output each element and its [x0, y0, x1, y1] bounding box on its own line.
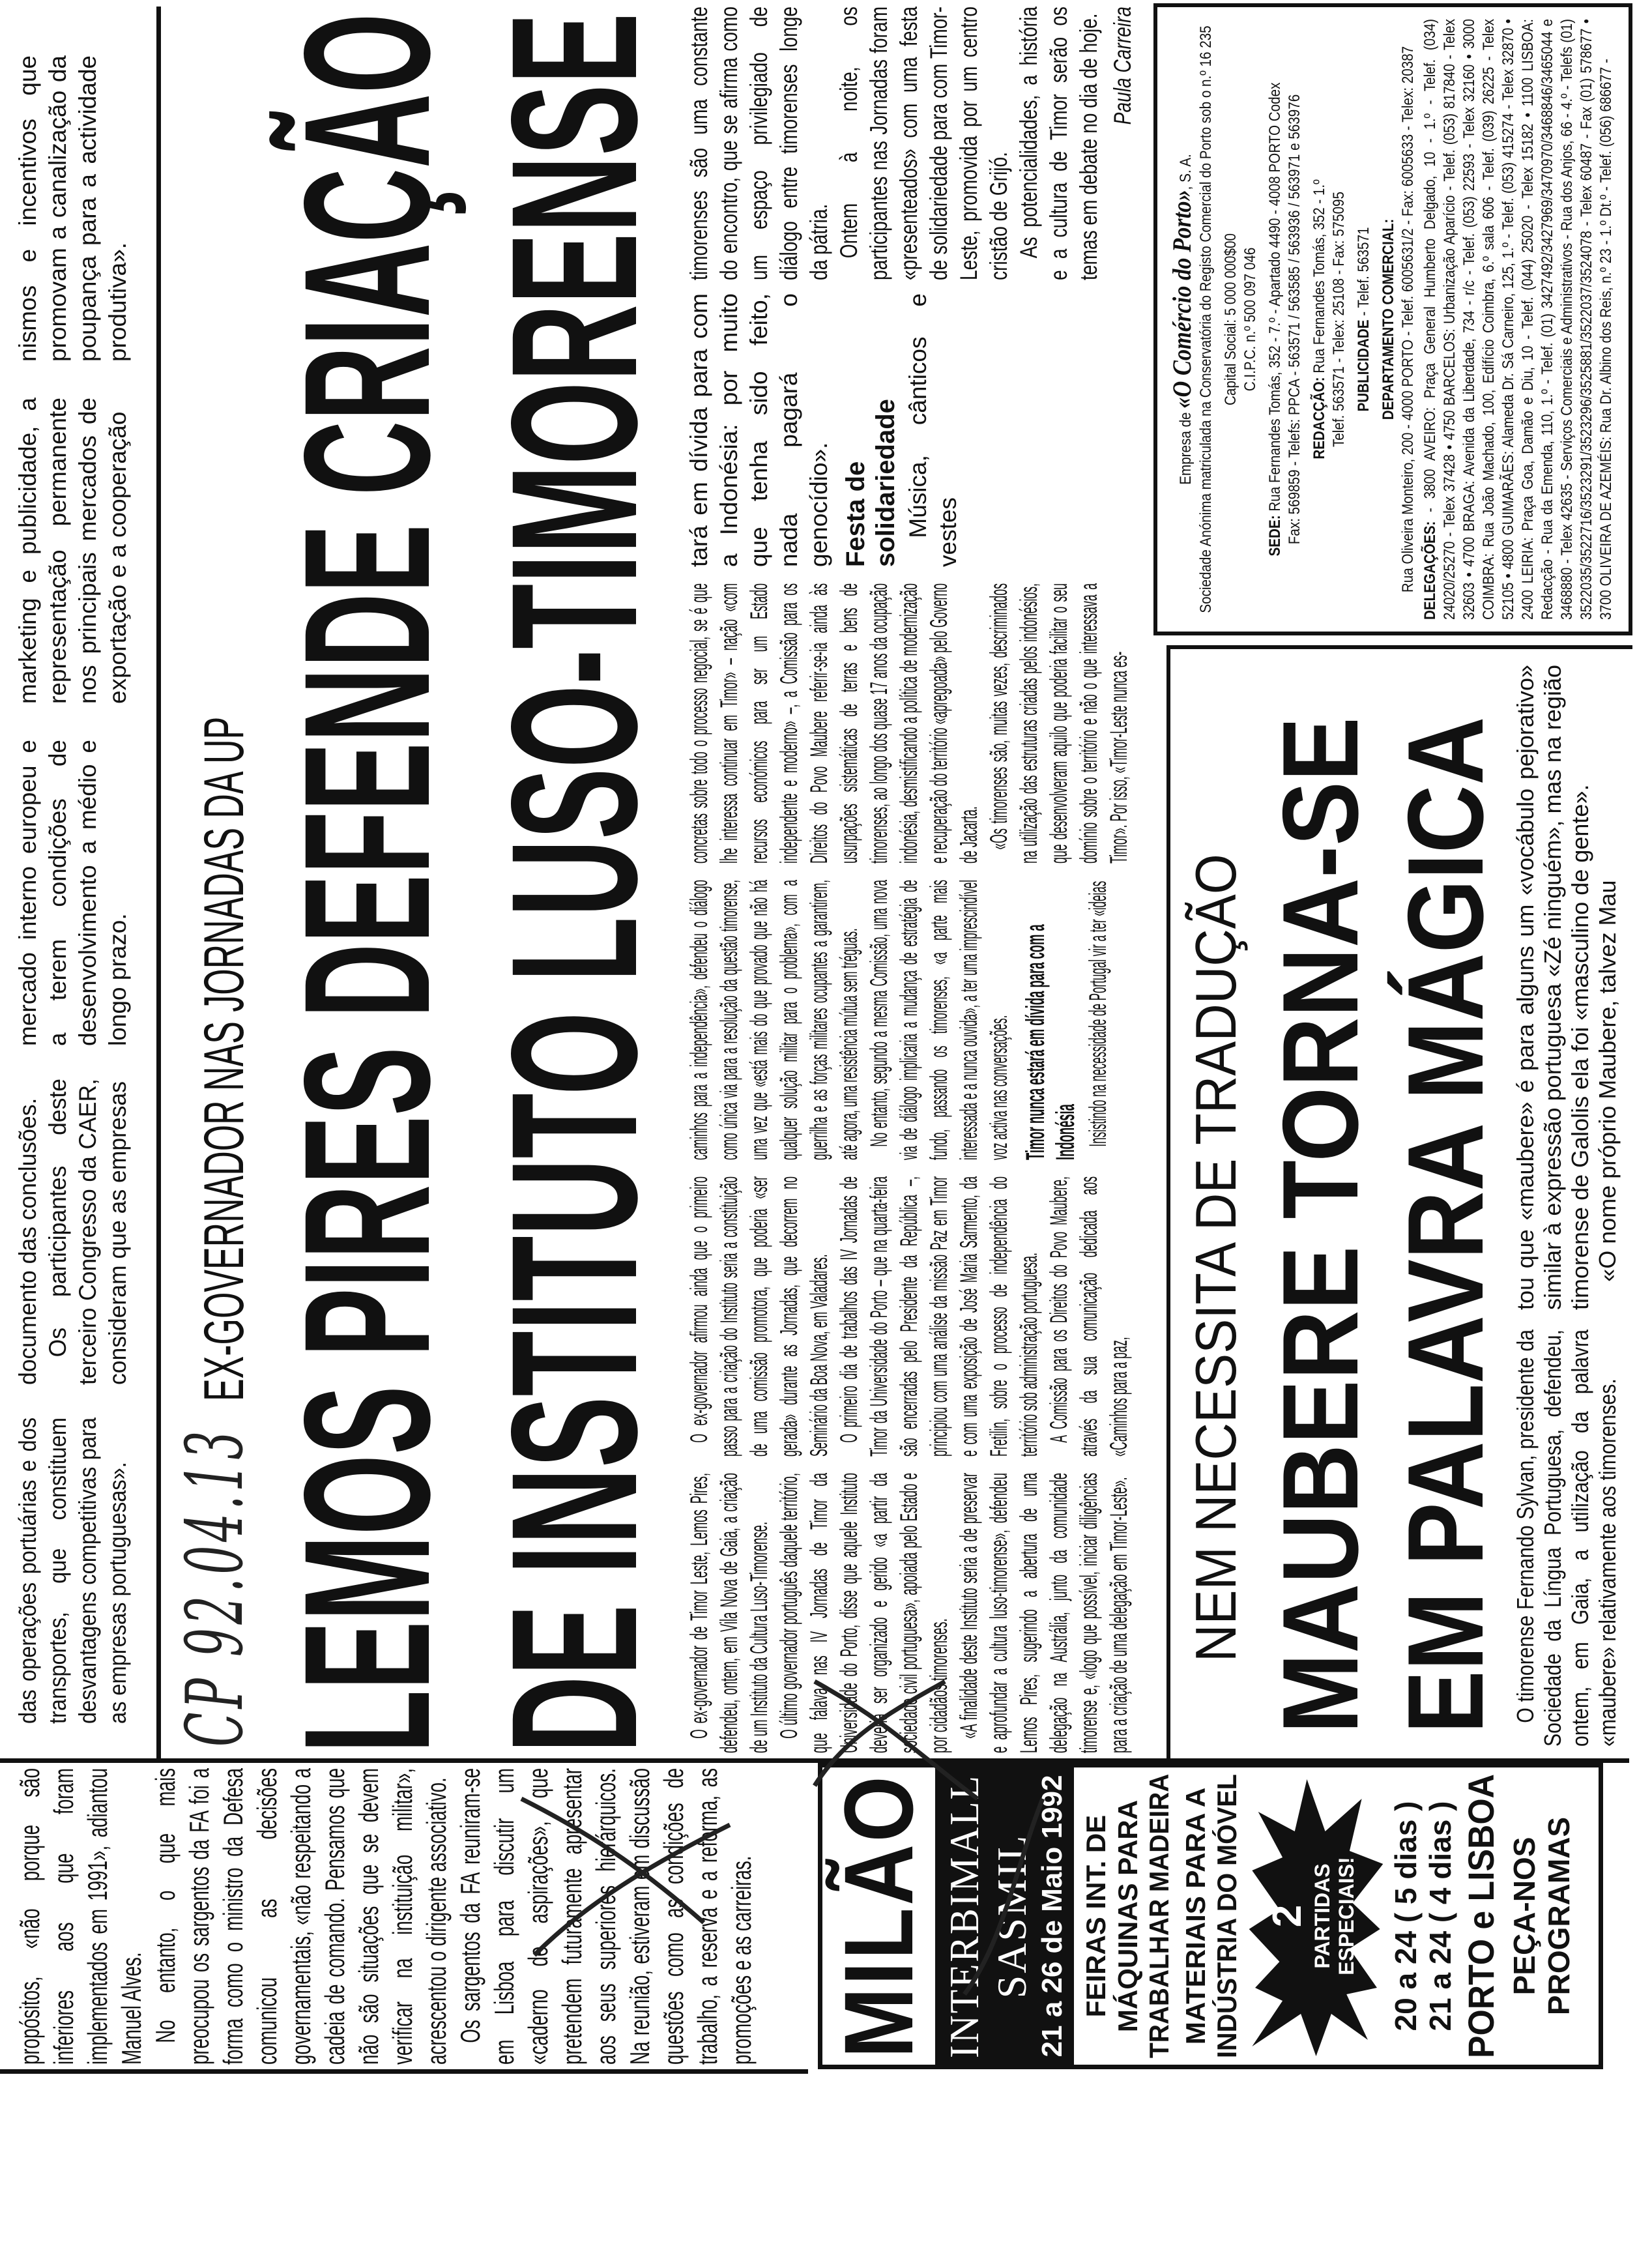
paragraph: documento das conclusões. [14, 1098, 41, 1385]
maubere-article-column [1512, 1330, 1621, 1747]
top-strip-column [13, 1079, 133, 1385]
cipc-line: C.I.P.C. n.º 500 097 046 [1241, 247, 1259, 392]
paragraph: O ex-governador afirmou ainda que o primeiro passo para a criação do Instituto seria a constituição de uma comissão promotora, que poderia «ser gerada» durante as Jornadas, que decorrem no Seminário da Boa Nova, em Valadares. [686, 1176, 832, 1457]
main-article-kicker [192, 717, 257, 1401]
redaccao-line [1310, 19, 1329, 620]
maubere-headline [1258, 717, 1508, 1734]
headline-line-1: LEMOS PIRES DEFENDE CRIAÇÃO [267, 13, 467, 1753]
paragraph: O primeiro dia de trabalhos das IV Jornadas de Timor da Universidade do Porto – que na quarta-feira são encerradas pelo Presidente da República –, principiou com uma análise da missão Paz em Timor e com uma exposição de José Maria Sarmento, da Fretilin, sobre o processo de independência do território sob administração portuguesa. [835, 1176, 1042, 1457]
comercial-label [1379, 19, 1398, 620]
company-name-logo: «O Comércio do Porto» [1167, 190, 1196, 409]
advert-city: MILÃO [824, 1773, 933, 2058]
paragraph: No entanto, segundo a mesma Comissão, uma nova via de diálogo implicaria a mudança de estratégia de fundo, passando os timorenses, «a parte mais interessada e a nunca ouvida», a ter uma imprescindível voz activa nas conversações. [865, 880, 1012, 1160]
paragraph: O timorense Fernando Sylvan, presidente da Sociedade da Língua Portuguesa, defendeu, ontem, em Gaia, a utilização da palavra «maubere» relativamente aos timorenses. [1512, 1330, 1621, 1747]
advert-line-4: MATERIAIS PARA A [1180, 1787, 1211, 2045]
advert-line-3: TRABALHAR MADEIRA [1143, 1773, 1174, 2058]
main-article-column [684, 7, 1138, 280]
paragraph: As potencialidades, a história e a cultura de Timor serão os temas em debate no dia de hoje. [1015, 7, 1102, 280]
paragraph: No entanto, o que mais preocupou os sargentos da FA foi a forma como o ministro da Defesa comunicou as decisões governamentais, «não respeitando a cadeia de comando. Pensamos que não são situações que se devem verificar na instituição militar», acrescentou o dirigente associativo. [150, 1768, 452, 2065]
delegacoes-text: - 3800 AVEIRO: Praça General Humberto Delgado, 10 - 1.º - Telef. (034) 24020/25270 - Telex 37428 • 4750 BARCELOS: Urbanização Aparício - Telef. (053) 817840 - Telex 32603 • 4700 BRAGA: Avenida da Liberdade, 734 - r/c - Telef. (053) 22593 - Telex 32160 • 3000 COIMBRA: Rua João Machado, 100, Edifício Coimbra, 6.º sala 606 - Telef. (039) 26225 - Telex 52105 • 4800 GUIMARÃES: Alameda Dr. Sá Carneiro, 125, 1.º - Telef. (053) 415274 - Telex 32870 • 2400 LEIRIA: Praça Goa, Damão e Diu, 10 - Telef. (044) 25020 - Telex 15182 • 1100 LISBOA: Redacção - Rua da Emenda, 110, 1.º - Telef. (01) 3427492/3427969/3470970/3468846/3465044 e 3468880 - Telex 42635 - Serviços Comerciais e Administrativos - Rua dos Anjos, 66 - 4.º - Telefs (01) 3522035/3522716/3523291/3523296/3525881/3522037/3524078 - Telex 60487 - Fax (01) 578677 • 3700 OLIVEIRA DE AZEMÉIS: Rua Dr. Albino dos Reis, n.º 23 - 1.º Dt.º - Telef. (056) 686677 - [1421, 18, 1615, 620]
paragraph: «A finalidade deste Instituto seria a de preservar e aprofundar a cultura luso-timorense», defendeu Lemos Pires, sugerindo a abertura de uma delegação na Austrália, junto da comunidade timorense e, «logo que possível, iniciar diligências para a criação de uma delegação em Timor-Leste». [955, 1473, 1132, 1753]
advert-cities: PORTO e LISBOA [1460, 1774, 1501, 2058]
paragraph: das operações portuárias e dos transportes, que constituem desvantagens competitivas para as empresas portuguesas». [14, 1418, 131, 1724]
maubere-headline-line-1: MAUBERE TORNA-SE [1260, 717, 1380, 1734]
maubere-article-column [1512, 665, 1621, 1310]
advert-cta-1: PEÇA-NOS [1507, 1837, 1541, 1996]
maubere-headline-line-2: EM PALAVRA MÁGICA [1385, 716, 1505, 1734]
redaccao-phones: Telef. 563571 - Telex: 25108 - Fax: 575095 [1330, 191, 1348, 448]
column-text [13, 55, 133, 362]
paragraph: Os sargentos da FA reuniram-se em Lisboa para discutir um «caderno de aspirações», que pretendem futuramente apresentar aos seus superiores hierárquicos. Na reunião, estiveram em discussão questões como as condições de trabalho, a reserva e a reforma, as promoções e as carreiras. [455, 1768, 757, 2065]
paragraph: Os participantes deste terceiro Congresso da CAER, consideram que as empresas [44, 1079, 131, 1385]
subheading: Festa de solidariedade [841, 399, 900, 567]
column-text [13, 740, 133, 1046]
column-text [684, 7, 1138, 280]
column-text [13, 1079, 133, 1385]
column-text [684, 1176, 1134, 1457]
advert-trip-1: 20 a 24 ( 5 dias ) [1388, 1801, 1423, 2031]
main-article-column [684, 1176, 1134, 1457]
paragraph: tará em dívida para com a Indonésia: por muito que tenha sido feito, nada pagará o genocídio». [686, 293, 832, 567]
advert-line-2: MÁQUINAS PARA [1112, 1799, 1143, 2033]
top-strip-column [13, 1418, 133, 1724]
main-article-column [684, 880, 1113, 1160]
byline: Paula Carreira [1109, 7, 1136, 125]
paragraph: marketing e publicidade, a representação permanente nos principais mercados de exportação e a cooperação [14, 398, 131, 704]
handwritten-date-note: CP 92.04.13 [170, 1427, 261, 1747]
column-text [684, 583, 1134, 864]
main-headline [264, 13, 678, 1753]
column-text [1512, 665, 1621, 1310]
column-text [684, 293, 963, 567]
maubere-kicker-text: NEM NECESSITA DE TRADUÇÃO [1183, 854, 1248, 1662]
advert-dates: 21 a 26 de Maio 1992 [1036, 1775, 1068, 2057]
sede-address: Rua Fernandes Tomás, 352 - 7.º - Apartado 4490 - 4008 PORTO Codex [1266, 82, 1284, 512]
column-text [13, 1418, 133, 1724]
paragraph: Música, cânticos e vestes [905, 293, 961, 567]
burst-line-1: PARTIDAS [1311, 1863, 1335, 1969]
publicidade-label: PUBLICIDADE [1355, 319, 1372, 412]
comercial-label-text: DEPARTAMENTO COMERCIAL: [1380, 218, 1397, 420]
paragraph: «O nome próprio Maubere, talvez Mau [1594, 880, 1621, 1282]
publisher-masthead-box [1153, 3, 1632, 635]
redaccao-label: REDACÇÃO: [1311, 377, 1328, 459]
column-text [684, 880, 1113, 1160]
advert-fair-1: INTERBIMALL [940, 1774, 987, 2058]
advert-line-1: FEIRAS INT. DE [1080, 1814, 1112, 2018]
capital-line: Capital Social: 5 000 000$00 [1222, 233, 1239, 405]
comercial-address: Rua Oliveira Monteiro, 200 - 4000 PORTO - Telef. 6005631/2 - Fax: 6005633 - Telex: 20387 [1399, 46, 1417, 593]
paragraph: concretas sobre todo o processo negocial, se é que lhe interessa continuar em Timor» – nação «com recursos económicos para ser um Estado independente e moderno» –, a Comissão para os Direitos do Povo Maubere referir-se-ia ainda às usurpações sistemáticas de terras e bens de timorenses, ao longo dos quase 17 anos da ocupação indonésia, desmistificando a política de modernização e recuperação do território «apregoada» pelo Governo de Jacarta. [686, 583, 982, 864]
advert-trip-2: 21 a 24 ( 4 dias ) [1423, 1801, 1457, 2031]
section-rule [156, 7, 161, 1760]
publicidade-line [1354, 19, 1374, 620]
top-strip-column [13, 398, 133, 704]
top-strip-column [13, 55, 133, 362]
delegacoes-paragraph [1421, 19, 1616, 620]
column-text [13, 398, 133, 704]
sede-phones: Fax: 569859 - Telefs: PPCA - 563571 / 563585 / 563936 / 563971 e 563976 [1286, 94, 1303, 545]
sede-label: SEDE: [1266, 515, 1284, 557]
maubere-kicker [1183, 834, 1249, 1681]
publicidade-phone: - Telef. 563571 [1355, 227, 1372, 320]
company-prefix: Empresa de [1177, 412, 1195, 485]
column-text [1512, 1330, 1621, 1747]
paragraph: nismos e incentivos que promovam a canalização da poupança para a actividade produtiva». [14, 55, 131, 362]
paragraph: caminhos para a independência», defendeu o diálogo como única via para a resolução da questão timorense, uma vez que «está mais do que provado que não há qualquer solução militar para o problema», com a guerrilha e as forças militares ocupantes a garantirem, até agora, uma resistência mútua sem tréguas. [686, 880, 862, 1160]
sede-line [1266, 19, 1285, 620]
paragraph: O ex-governador de Timor Leste, Lemos Pires, defendeu, ontem, em Vila Nova de Gaia, a criação de um Instituto da Cultura Luso-Timorense. [686, 1473, 772, 1753]
registry-line: Sociedade Anónima matriculada na Conservatória do Registo Comercial do Porto sob o n.º 16 235 [1197, 25, 1215, 613]
paragraph: O último governador português daquele território, que falava nas IV Jornadas de Timor da Universidade do Porto, disse que aquele Instituto deveria ser organizado e gerido «a partir da sociedade civil portuguesa», apoiada pelo Estado e por cidadãos timorenses. [775, 1473, 952, 1753]
main-article-column [684, 583, 1134, 864]
paragraph: mercado interno europeu e a terem condições de desenvolvimento a médio e longo prazo. [14, 740, 131, 1046]
pen-scribble-icon [196, 1616, 1108, 2072]
paragraph: tou que «maubere» é para alguns um «vocábulo pejorativo» similar à expressão portuguesa «Zé ninguém», mas na região timorense de Galolis ela foi «masculino de gente». [1512, 665, 1593, 1310]
burst-line-2: ESPECIAIS! [1334, 1857, 1358, 1975]
paragraph: propósitos, «não porque são inferiores aos que foram implementados em 1991», adiantou Manuel Alves. [14, 1768, 147, 2065]
headline-line-2: DE INSTITUTO LUSO-TIMORENSE [474, 12, 674, 1753]
burst-number: 2 [1264, 1904, 1310, 1928]
paragraph: timorenses são uma constante do encontro, que se afirma como um espaço privilegiado de diálogo entre timorenses longe da pátria. [686, 7, 832, 280]
company-line [1168, 19, 1196, 620]
paragraph: Ontem à noite, os participantes nas Jornadas foram «presenteados» com uma festa de solidariedade para com Timor-Leste, promovida por um centro cristão de Grijó. [835, 7, 1012, 280]
top-strip-column [13, 740, 133, 1046]
paragraph: A Comissão para os Direitos do Povo Maubere, através da sua comunicação dedicada aos «Caminhos para a paz, [1045, 1176, 1132, 1457]
advert-cta-2: PROGRAMAS [1541, 1816, 1576, 2016]
advert-fair-2: SASMIL [989, 1833, 1036, 1999]
advert-line-5: INDÚSTRIA DO MÓVEL [1211, 1774, 1243, 2058]
subheading: Timor nunca estará em dívida para com a Indonésia [1021, 924, 1080, 1160]
kicker-text: EX-GOVERNADOR NAS JORNADAS DA UP [193, 716, 255, 1401]
delegacoes-label: DELEGAÇÕES: [1421, 521, 1439, 620]
advert-starburst [1246, 1767, 1386, 2065]
paragraph: «Os timorenses são, muitas vezes, descriminados na utilização das estruturas criadas pelos indonésios, que desenvolveram aquilo que poderia facilitar o seu domínio sobre o território e não o que interessava a Timor». Por isso, «Timor-Leste nunca es- [985, 583, 1132, 864]
redaccao-address: Rua Fernandes Tomás, 352 - 1.º [1311, 179, 1328, 373]
paragraph: Insistindo na necessidade de Portugal vir a ter «ideias [1084, 880, 1111, 1147]
main-article-column [684, 293, 963, 567]
company-suffix: , S. A. [1177, 154, 1195, 190]
